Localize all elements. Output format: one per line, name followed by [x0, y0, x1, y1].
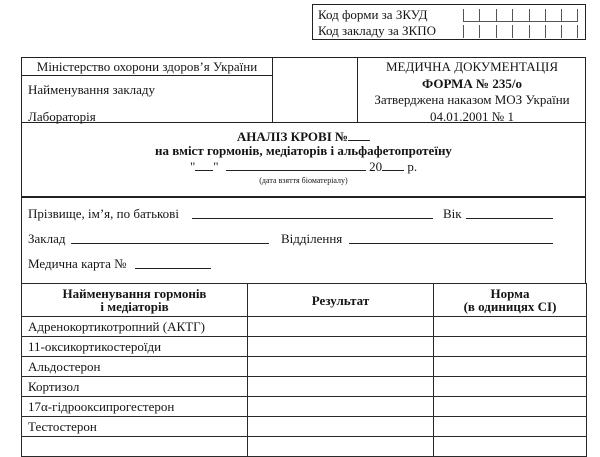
patient-name-row: [22, 206, 585, 221]
hormone-name: Альдостерон: [22, 357, 248, 377]
norm-cell[interactable]: [434, 397, 587, 417]
code-cell[interactable]: [512, 9, 528, 22]
zkpo-label: Код закладу за ЗКПО: [318, 23, 436, 38]
hormone-name: Тестостерон: [22, 417, 248, 437]
zkpo-code-cells[interactable]: [463, 25, 578, 38]
table-row: [22, 437, 587, 457]
code-cell[interactable]: [561, 25, 578, 38]
institution-row: [22, 231, 585, 246]
form-number: ФОРМА № 235/о: [422, 75, 522, 91]
code-cell[interactable]: [496, 9, 512, 22]
code-box: [312, 4, 586, 40]
result-cell[interactable]: [248, 317, 434, 337]
column-divider: [272, 58, 273, 122]
laboratory-label: Лабораторія: [28, 109, 96, 124]
hormone-name: Адренокортикотропний (АКТГ): [22, 317, 248, 337]
code-cell[interactable]: [529, 25, 545, 38]
hormone-name: 11-оксикортикостероїди: [22, 337, 248, 357]
document-approval-block: [358, 59, 586, 125]
norm-cell[interactable]: [434, 337, 587, 357]
analysis-number-field[interactable]: [348, 129, 370, 141]
code-cell[interactable]: [463, 25, 479, 38]
result-cell[interactable]: [248, 397, 434, 417]
norm-cell[interactable]: [434, 417, 587, 437]
sample-date-line: [22, 159, 585, 174]
patient-name-field[interactable]: [192, 206, 433, 219]
date-year-field[interactable]: [382, 159, 404, 171]
table-row: [22, 417, 587, 437]
result-cell[interactable]: [248, 357, 434, 377]
table-row: [22, 317, 587, 337]
institution-field[interactable]: [71, 231, 269, 244]
hormone-name: [22, 437, 248, 457]
patient-info-block: [21, 197, 586, 284]
department-field[interactable]: [349, 231, 553, 244]
zkud-code-cells[interactable]: [463, 9, 578, 22]
approval-text: Затверджена наказом МОЗ України: [374, 92, 570, 107]
code-cell[interactable]: [529, 9, 545, 22]
code-cell[interactable]: [545, 9, 561, 22]
hormone-name: 17α-гідрооксипрогестерон: [22, 397, 248, 417]
table-header-row: [22, 284, 587, 317]
column-header-norm: Норма (в одиницях СІ): [434, 284, 587, 317]
table-row: [22, 337, 587, 357]
date-day-field[interactable]: [195, 159, 213, 171]
zkud-label: Код форми за ЗКУД: [318, 7, 428, 22]
date-month-field[interactable]: [226, 159, 366, 171]
code-cell[interactable]: [561, 9, 578, 22]
result-cell[interactable]: [248, 437, 434, 457]
table-row: [22, 397, 587, 417]
norm-cell[interactable]: [434, 377, 587, 397]
code-cell[interactable]: [479, 9, 495, 22]
institution-name-label: Найменування закладу: [28, 82, 156, 97]
column-header-hormone: Найменування гормонів і медіаторів: [22, 284, 248, 317]
quote-open: ": [189, 159, 196, 174]
analysis-title: [22, 129, 585, 144]
result-cell[interactable]: [248, 337, 434, 357]
medical-card-field[interactable]: [135, 256, 211, 269]
ministry-name: Міністерство охорони здоров’я України: [22, 58, 272, 76]
year-suffix: р.: [407, 159, 418, 174]
analysis-subtitle: на вміст гормонів, медіаторів і альфафетопротеїну: [155, 143, 452, 158]
quote-close: ": [213, 159, 219, 174]
year-prefix: 20: [369, 159, 383, 174]
results-table: [21, 283, 587, 457]
norm-cell[interactable]: [434, 357, 587, 377]
analysis-title-block: [21, 122, 586, 198]
approval-date: 04.01.2001 № 1: [430, 108, 514, 124]
document-type: МЕДИЧНА ДОКУМЕНТАЦІЯ: [385, 59, 559, 74]
form-header: [21, 57, 586, 123]
result-cell[interactable]: [248, 377, 434, 397]
age-field[interactable]: [466, 206, 553, 219]
patient-name-label: Прізвище, ім’я, по батькові: [28, 206, 179, 221]
analysis-title-text: АНАЛІЗ КРОВІ №: [236, 129, 349, 144]
result-cell[interactable]: [248, 417, 434, 437]
code-cell[interactable]: [479, 25, 495, 38]
age-label: Вік: [443, 206, 462, 221]
code-cell[interactable]: [463, 9, 479, 22]
zkud-code-row: [313, 7, 585, 23]
medical-card-row: [22, 256, 585, 271]
code-cell[interactable]: [496, 25, 512, 38]
code-cell[interactable]: [545, 25, 561, 38]
table-row: [22, 377, 587, 397]
department-label: Відділення: [281, 231, 343, 246]
sample-date-caption: (дата взяття біоматеріалу): [259, 176, 348, 185]
norm-cell[interactable]: [434, 317, 587, 337]
institution-label: Заклад: [28, 231, 66, 246]
medical-card-label: Медична карта №: [28, 256, 127, 271]
zkpo-code-row: [313, 23, 585, 39]
norm-cell[interactable]: [434, 437, 587, 457]
table-row: [22, 357, 587, 377]
column-header-result: Результат: [248, 284, 434, 317]
code-cell[interactable]: [512, 25, 528, 38]
hormone-name: Кортизол: [22, 377, 248, 397]
